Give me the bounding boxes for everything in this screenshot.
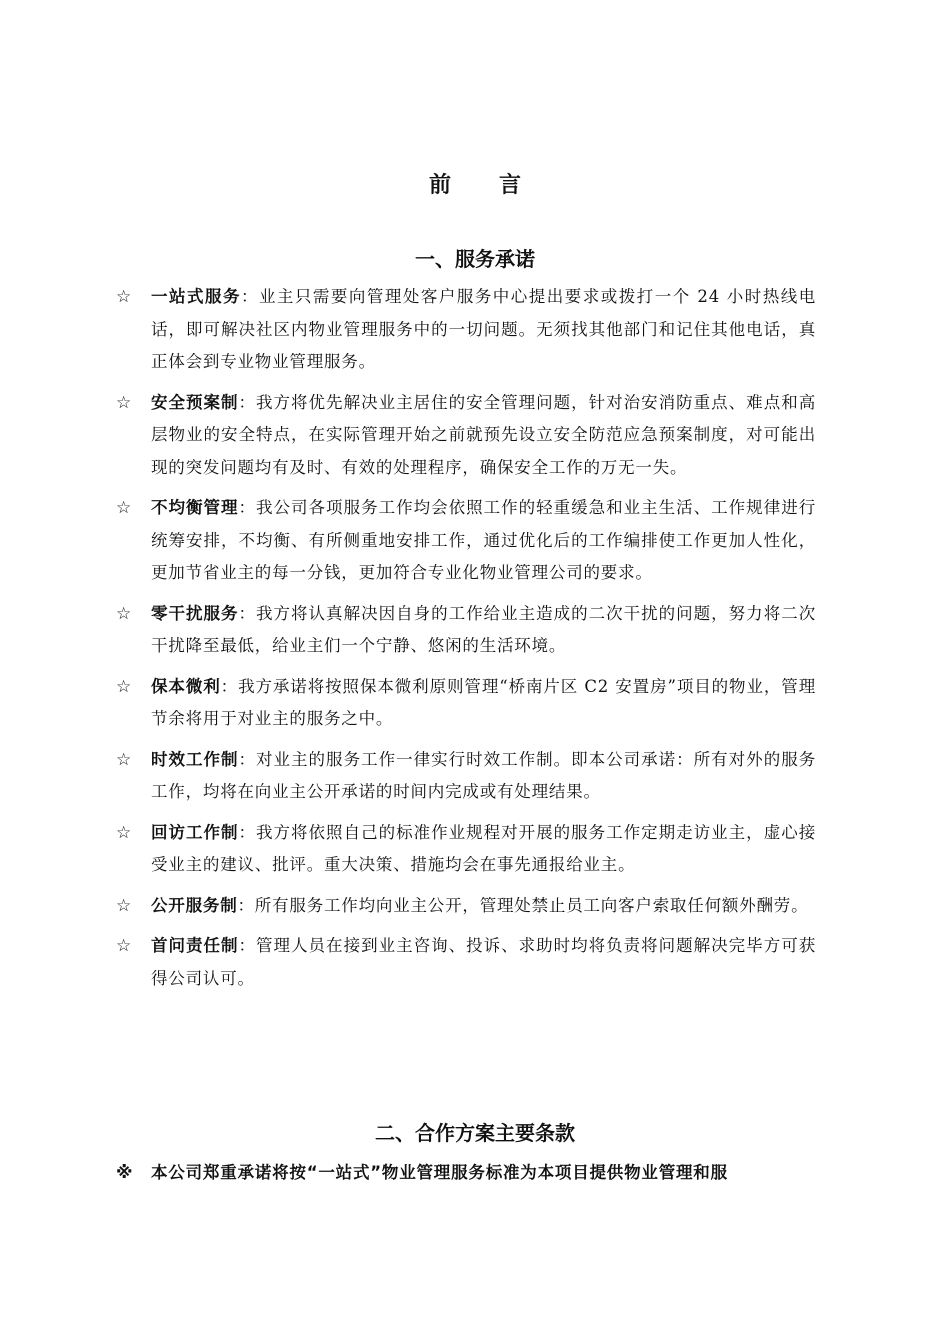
commitment-term: 时效工作制 xyxy=(151,749,239,769)
commitment-text: ：我公司各项服务工作均会依照工作的轻重缓急和业主生活、工作规律进行统筹安排，不均衡、有所侧重地安排工作，通过优化后的工作编排使工作更加人性化，更加节省业主的每一分钱，更加符合专业化物业管理公司的要求。 xyxy=(151,498,816,582)
commitment-text: ：我方将依照自己的标准作业规程对开展的服务工作定期走访业主，虚心接受业主的建议、批评。重大决策、措施均会在事先通报给业主。 xyxy=(151,822,816,874)
commitment-term: 安全预案制 xyxy=(151,392,239,412)
commitment-text: ：我方承诺将按照保本微利原则管理“桥南片区 C2 安置房”项目的物业，管理节余将用于对业主的服务之中。 xyxy=(151,676,816,728)
list-item xyxy=(116,817,816,882)
commitment-list xyxy=(116,281,816,1003)
star-bullet-icon: ☆ xyxy=(116,895,132,916)
section-heading-cooperation-clauses: 二、合作方案主要条款 xyxy=(375,1121,575,1145)
list-item xyxy=(116,598,816,663)
commitment-text: ：业主只需要向管理处客户服务中心提出要求或拨打一个 24 小时热线电话，即可解决社区内物业管理服务中的一切问题。无须找其他部门和记住其他电话，真正体会到专业物业管理服务。 xyxy=(151,287,817,371)
star-bullet-icon: ☆ xyxy=(116,392,132,413)
list-item xyxy=(116,930,816,995)
commitment-text: ：所有服务工作均向业主公开，管理处禁止员工向客户索取任何额外酬劳。 xyxy=(237,895,809,915)
commitment-term: 不均衡管理 xyxy=(151,498,239,517)
list-item xyxy=(116,671,816,736)
list-item xyxy=(116,492,816,590)
commitment-text: ：对业主的服务工作一律实行时效工作制。即本公司承诺：所有对外的服务工作，均将在向业主公开承诺的时间内完成或有处理结果。 xyxy=(151,749,816,801)
page-title: 前言 xyxy=(428,173,569,198)
commitment-term: 公开服务制 xyxy=(151,895,238,915)
list-item xyxy=(116,1157,816,1190)
list-item xyxy=(116,281,816,379)
star-bullet-icon: ☆ xyxy=(116,936,132,956)
commitment-term: 零干扰服务 xyxy=(151,603,239,623)
list-item xyxy=(116,890,816,923)
section-heading-service-commitment: 一、服务承诺 xyxy=(415,247,535,271)
commitment-text: ：我方将优先解决业主居住的安全管理问题，针对治安消防重点、难点和高层物业的安全特点，在实际管理开始之前就预先设立安全防范应急预案制度，对可能出现的突发问题均有及时、有效的处理程序，确保安全工作的万无一失。 xyxy=(151,392,816,477)
star-bullet-icon: ☆ xyxy=(116,498,132,518)
star-bullet-icon: ☆ xyxy=(116,287,132,307)
clause-list xyxy=(116,1157,816,1198)
star-bullet-icon: ☆ xyxy=(116,749,132,770)
list-item xyxy=(116,387,816,485)
list-item xyxy=(116,744,816,809)
clause-text: 本公司郑重承诺将按“一站式”物业管理服务标准为本项目提供物业管理和服 xyxy=(151,1163,728,1182)
reference-mark-icon: ※ xyxy=(116,1163,133,1183)
star-bullet-icon: ☆ xyxy=(116,822,132,843)
star-bullet-icon: ☆ xyxy=(116,676,132,697)
commitment-term: 回访工作制 xyxy=(151,822,239,842)
commitment-text: ：我方将认真解决因自身的工作给业主造成的二次干扰的问题，努力将二次干扰降至最低，给业主们一个宁静、悠闲的生活环境。 xyxy=(151,603,816,655)
star-bullet-icon: ☆ xyxy=(116,603,132,624)
commitment-term: 首问责任制 xyxy=(151,936,239,955)
commitment-text: ：管理人员在接到业主咨询、投诉、求助时均将负责将问题解决完毕方可获得公司认可。 xyxy=(151,936,816,988)
commitment-term: 保本微利 xyxy=(151,676,221,696)
commitment-term: 一站式服务 xyxy=(151,287,241,306)
